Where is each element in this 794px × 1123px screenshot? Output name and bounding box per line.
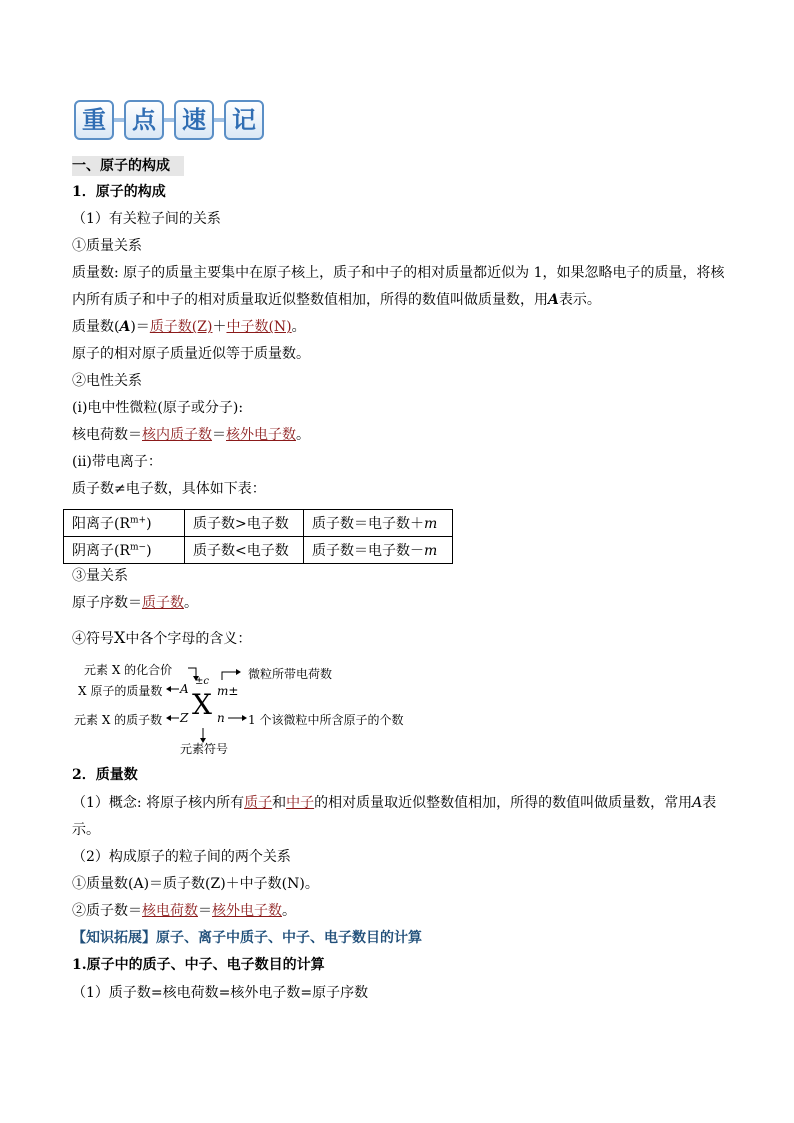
text: 。 (296, 427, 310, 443)
answer-text: 核电荷数 (142, 903, 198, 919)
paragraph: （1）质子数=核电荷数=核外电子数=原子序数 (72, 985, 369, 1001)
symbol-n: n (217, 711, 225, 725)
formula-mass-number (72, 317, 306, 337)
formula-charge (72, 425, 310, 445)
text: ＝ (198, 903, 212, 919)
text: 表 (702, 795, 717, 811)
symbol-X: X (192, 688, 212, 721)
paragraph: 质量数: 原子的质量主要集中在原子核上，质子和中子的相对质量都近似为 1，如果忽略电子的质量，将核 (72, 265, 725, 281)
paragraph: （1）有关粒子间的关系 (72, 211, 221, 227)
paragraph: (ⅱ)带电离子： (72, 454, 162, 470)
table-row (64, 510, 453, 537)
text: ④符号 (72, 631, 114, 647)
answer-text: 中子数(N) (226, 319, 292, 335)
label-proton-number: 元素 X 的质子数 (74, 713, 163, 727)
table-cell: 质子数>电子数 (185, 510, 304, 537)
formula-atomic-number (72, 593, 198, 613)
symbol-A: A (692, 795, 703, 811)
nuclide-symbol: X (114, 628, 126, 647)
header-char-2: 点 (124, 100, 164, 140)
symbol-A: A (180, 682, 189, 696)
label-atom-count: 1 个该微粒中所含原子的个数 (248, 713, 404, 727)
table-cell: 质子数＝电子数＋m (304, 510, 453, 537)
paragraph: 原子的相对原子质量近似等于质量数。 (72, 346, 310, 362)
text: 质量数( (72, 319, 120, 335)
symbol-A: A (119, 319, 131, 335)
paragraph: ③量关系 (72, 568, 128, 584)
label-element-symbol: 元素符号 (180, 742, 229, 756)
label-charge: 微粒所带电荷数 (248, 667, 333, 681)
symbol-m: m± (217, 684, 239, 698)
paragraph: ①质量数(A)＝质子数(Z)＋中子数(N)。 (72, 876, 319, 892)
text: 。 (291, 319, 306, 335)
text: ＝ (212, 427, 226, 443)
answer-text: 核外电子数 (212, 903, 282, 919)
symbol-A: A (548, 292, 559, 308)
header-connector (214, 118, 224, 122)
text: 。 (184, 595, 198, 611)
text: 中各个字母的含义： (125, 631, 252, 647)
text: 和 (272, 795, 287, 811)
paragraph: 质子数≠电子数，具体如下表： (72, 481, 266, 497)
paragraph: ②电性关系 (72, 373, 142, 389)
text: )＝ (130, 319, 150, 335)
text: ②质子数＝ (72, 903, 142, 919)
answer-text: 核外电子数 (226, 427, 296, 443)
answer-text: 中子 (286, 795, 315, 811)
heading-mass-number: 2．质量数 (72, 767, 138, 783)
paragraph: （2）构成原子的粒子间的两个关系 (72, 849, 291, 865)
answer-text: 核内质子数 (142, 427, 212, 443)
heading-atom-structure: 1．原子的构成 (72, 184, 166, 200)
text: （1）概念: 将原子核内所有 (72, 795, 245, 811)
header-char-3: 速 (174, 100, 214, 140)
knowledge-extension-title: 【知识拓展】原子、离子中质子、中子、电子数目的计算 (72, 930, 422, 946)
header-connector (164, 118, 174, 122)
paragraph (72, 628, 251, 649)
paragraph (72, 290, 601, 310)
table-cell: 阳离子$(R^{m+})$ (64, 510, 185, 537)
symbol-c: ±c (195, 676, 209, 687)
paragraph: ①质量关系 (72, 238, 142, 254)
symbol-Z: Z (180, 711, 189, 725)
header-char-4: 记 (224, 100, 264, 140)
answer-text: 质子数 (142, 595, 184, 611)
text: 的相对质量取近似整数值相加，所得的数值叫做质量数，常用 (314, 795, 693, 811)
heading-calculation: 1.原子中的质子、中子、电子数目的计算 (72, 957, 325, 973)
section-title: 一、原子的构成 (72, 156, 792, 176)
answer-text: 质子 (244, 795, 273, 811)
header-char-1: 重 (74, 100, 114, 140)
text: 核电荷数＝ (72, 427, 142, 443)
paragraph (72, 793, 716, 813)
text: 。 (282, 903, 296, 919)
table-cell: 质子数<电子数 (185, 537, 304, 564)
paragraph: (ⅰ)电中性微粒(原子或分子): (72, 400, 244, 416)
ion-table (63, 509, 453, 564)
formula-proton (72, 901, 296, 921)
text: 表示。 (558, 292, 601, 308)
table-cell: 阴离子$(R^{m-})$ (64, 537, 185, 564)
paragraph: 示。 (72, 822, 100, 838)
label-mass-number: X 原子的质量数 (78, 684, 163, 698)
text: 内所有质子和中子的相对质量取近似整数值相加，所得的数值叫做质量数，用 (72, 292, 548, 308)
header-connector (114, 118, 124, 122)
nuclide-symbol-diagram (72, 656, 432, 756)
text: ＋ (212, 319, 227, 335)
text: 原子序数＝ (72, 595, 142, 611)
table-row (64, 537, 453, 564)
table-cell: 质子数＝电子数－m (304, 537, 453, 564)
answer-text: 质子数(Z) (149, 319, 213, 335)
label-valence: 元素 X 的化合价 (84, 663, 173, 677)
